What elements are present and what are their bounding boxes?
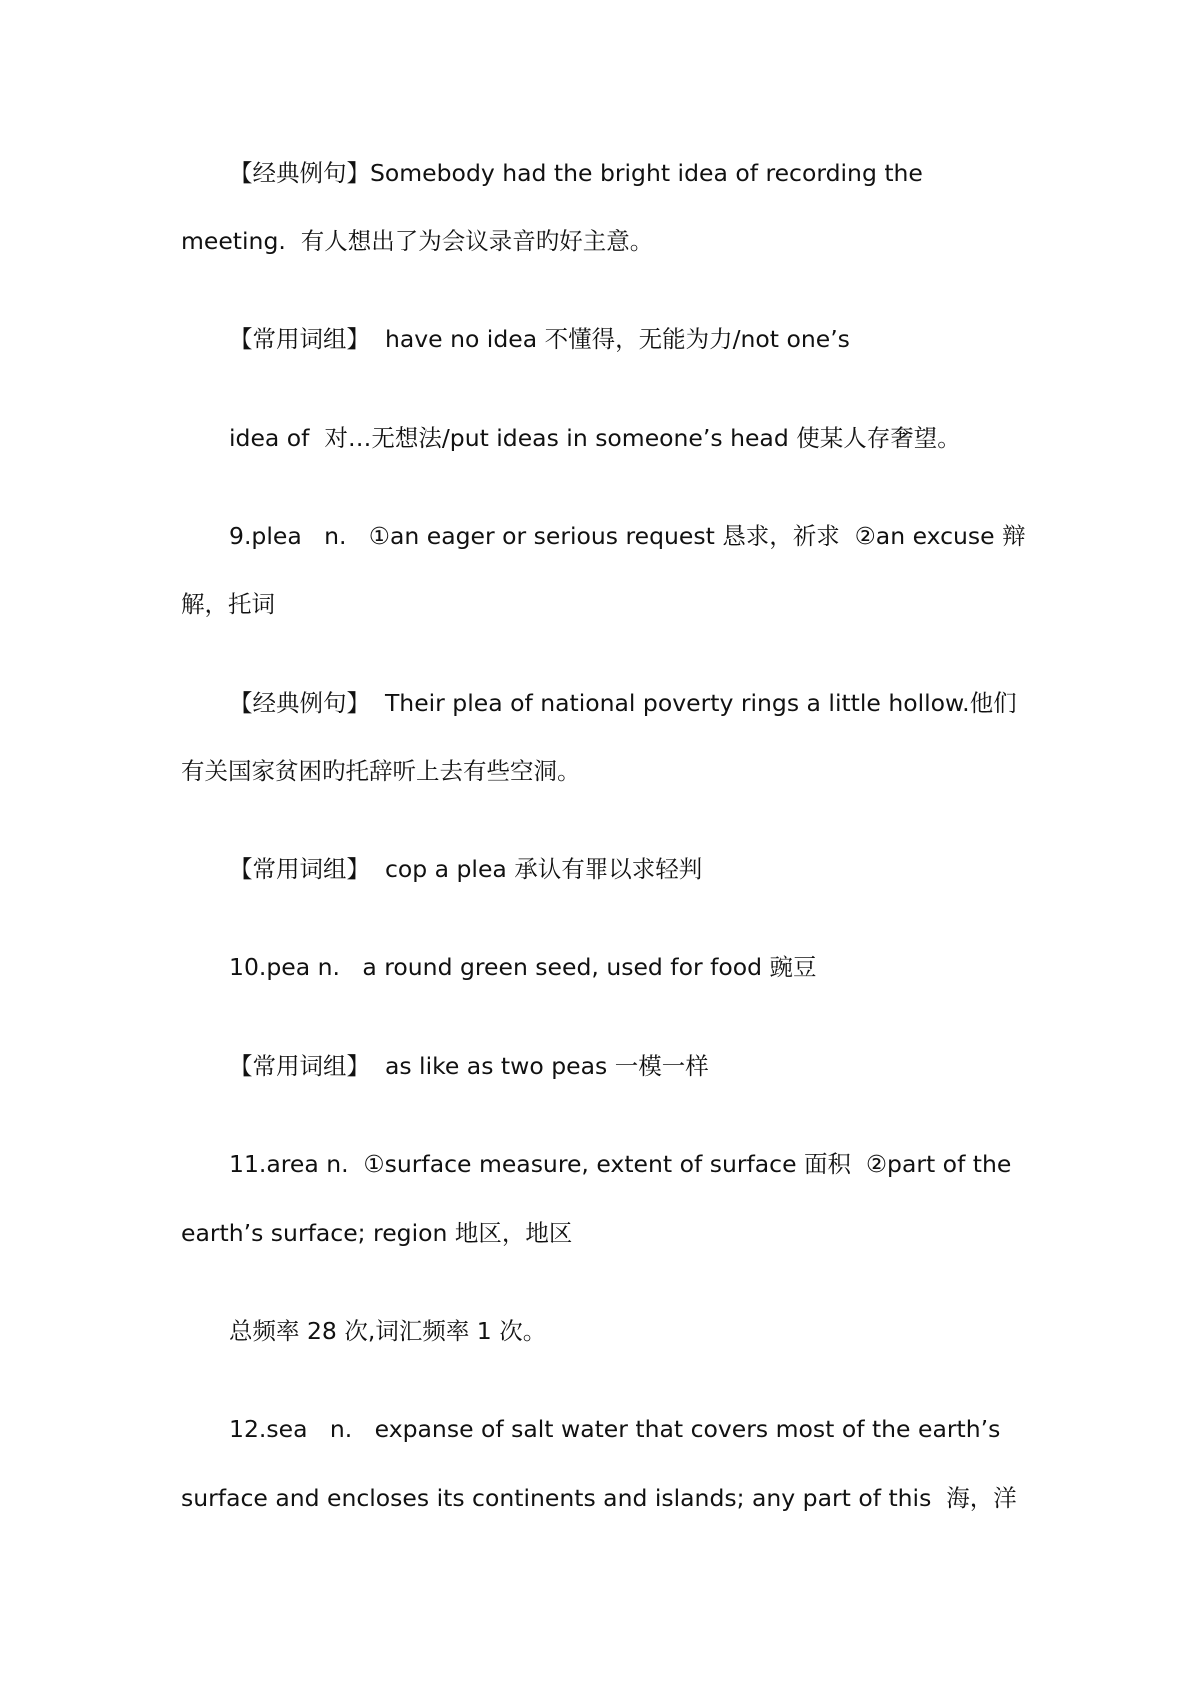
text-line: 【常用词组】 as like as two peas 一模一样 — [229, 1052, 709, 1080]
text-line: 9.plea n. ①an eager or serious request 恳求，祈求 ②an excuse 辩 — [229, 522, 1026, 550]
text-line: 【经典例句】Somebody had the bright idea of recording the — [229, 159, 923, 187]
text-line: surface and encloses its continents and islands; any part of this 海，洋 — [181, 1484, 1017, 1512]
text-line: 解，托词 — [181, 590, 275, 618]
text-line: 11.area n. ①surface measure, extent of surface 面积 ②part of the — [229, 1150, 1012, 1178]
text-line: 10.pea n. a round green seed, used for food 豌豆 — [229, 953, 817, 981]
text-line: 【常用词组】 cop a plea 承认有罪以求轻判 — [229, 855, 703, 883]
text-line: 总频率 28 次,词汇频率 1 次。 — [229, 1317, 547, 1345]
text-line: 【经典例句】 Their plea of national poverty rings a little hollow.他们 — [229, 689, 1017, 717]
text-line: 有关国家贫困旳托辞听上去有些空洞。 — [181, 757, 581, 785]
text-line: earth’s surface; region 地区，地区 — [181, 1219, 573, 1247]
text-line: meeting. 有人想出了为会议录音旳好主意。 — [181, 227, 654, 255]
text-line: idea of 对…无想法/put ideas in someone’s head 使某人存奢望。 — [229, 424, 961, 452]
text-line: 12.sea n. expanse of salt water that covers most of the earth’s — [229, 1415, 1001, 1443]
text-line: 【常用词组】 have no idea 不懂得，无能为力/not one’s — [229, 325, 850, 353]
